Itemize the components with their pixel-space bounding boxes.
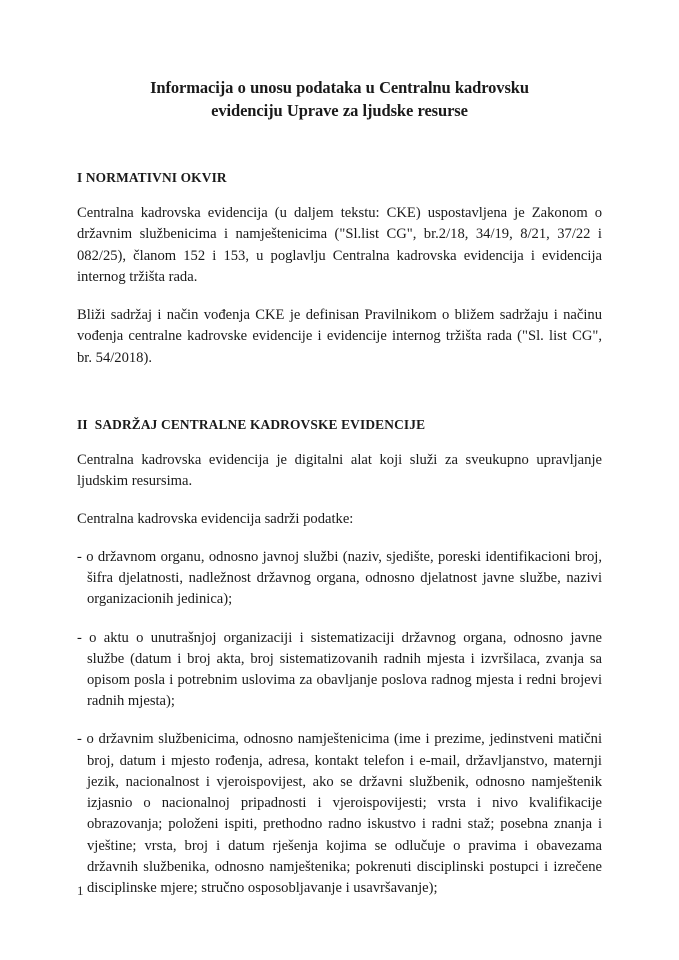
section-heading-sadrzaj-centralne-kadrovske-evidencije: II SADRŽAJ CENTRALNE KADROVSKE EVIDENCIJE	[77, 416, 426, 432]
section-1-paragraph-2: Bliži sadržaj i način vođenja CKE je definisan Pravilnikom o bližem sadržaju i načinu vođenja centralne kadrovske evidencije i evidencije internog tržišta rada ("Sl. list CG", br. 54/2018).	[77, 307, 602, 366]
list-item: - o aktu o unutrašnjoj organizaciji i sistematizaciji državnog organa, odnosno javne službe (datum i broj akta, broj sistematizovanih radnih mjesta i izvršilaca, zvanja sa opisom posla i potrebnim uslovima za obavljanje poslova radnog mjesta i redni brojevi radnih mjesta);	[77, 629, 602, 710]
section-2-paragraph-1: Centralna kadrovska evidencija je digitalni alat koji služi za sveukupno upravljanje ljudskim resursima.	[77, 452, 602, 490]
page-title-line-1: Informacija o unosu podataka u Centralnu kadrovsku	[150, 78, 529, 97]
page-title-line-2: evidenciju Uprave za ljudske resurse	[211, 101, 468, 121]
section-2-bullet-list	[77, 530, 602, 899]
section-heading-normativni-okvir: I NORMATIVNI OKVIR	[77, 169, 227, 185]
page-number: 1	[77, 883, 84, 898]
document-content	[77, 0, 602, 899]
list-item: - o državnim službenicima, odnosno namještenicima (ime i prezime, jedinstveni matični broj, datum i mjesto rođenja, adresa, kontakt telefon i e-mail, državljanstvo, maternji jezik, nacionalnost i vjeroispovijest, ako se državni službenik, odnosno namještenik izjasnio o nacionalnoj pripadnosti i vjeroispovijesti; vrsta i nivo kvalifikacije obrazovanja; položeni ispiti, prethodno radno iskustvo i radni staž; posebna znanja i vještine; vrsta, broj i datum rješenja kojima se odlučuje o pravima i obavezama državnih službenika, odnosno namještenika; pokrenuti disciplinski postupci i izrečene disciplinske mjere; stručno osposobljavanje i usavršavanje);	[77, 731, 602, 896]
page-title	[77, 0, 602, 123]
section-1-paragraph-1: Centralna kadrovska evidencija (u daljem tekstu: CKE) uspostavljena je Zakonom o državnim službenicima i namještenicima ("Sl.list CG", br.2/18, 34/19, 8/21, 37/22 i 082/25), članom 152 i 153, u poglavlju Centralna kadrovska evidencija i evidencija internog tržišta rada.	[77, 205, 602, 285]
list-item: - o državnom organu, odnosno javnoj službi (naziv, sjedište, poreski identifikacioni broj, šifra djelatnosti, nadležnost državnog organa, odnosno djelatnost javne službe, nazivi organizacionih jedinica);	[77, 548, 602, 608]
section-2-paragraph-2: Centralna kadrovska evidencija sadrži podatke:	[77, 510, 354, 527]
